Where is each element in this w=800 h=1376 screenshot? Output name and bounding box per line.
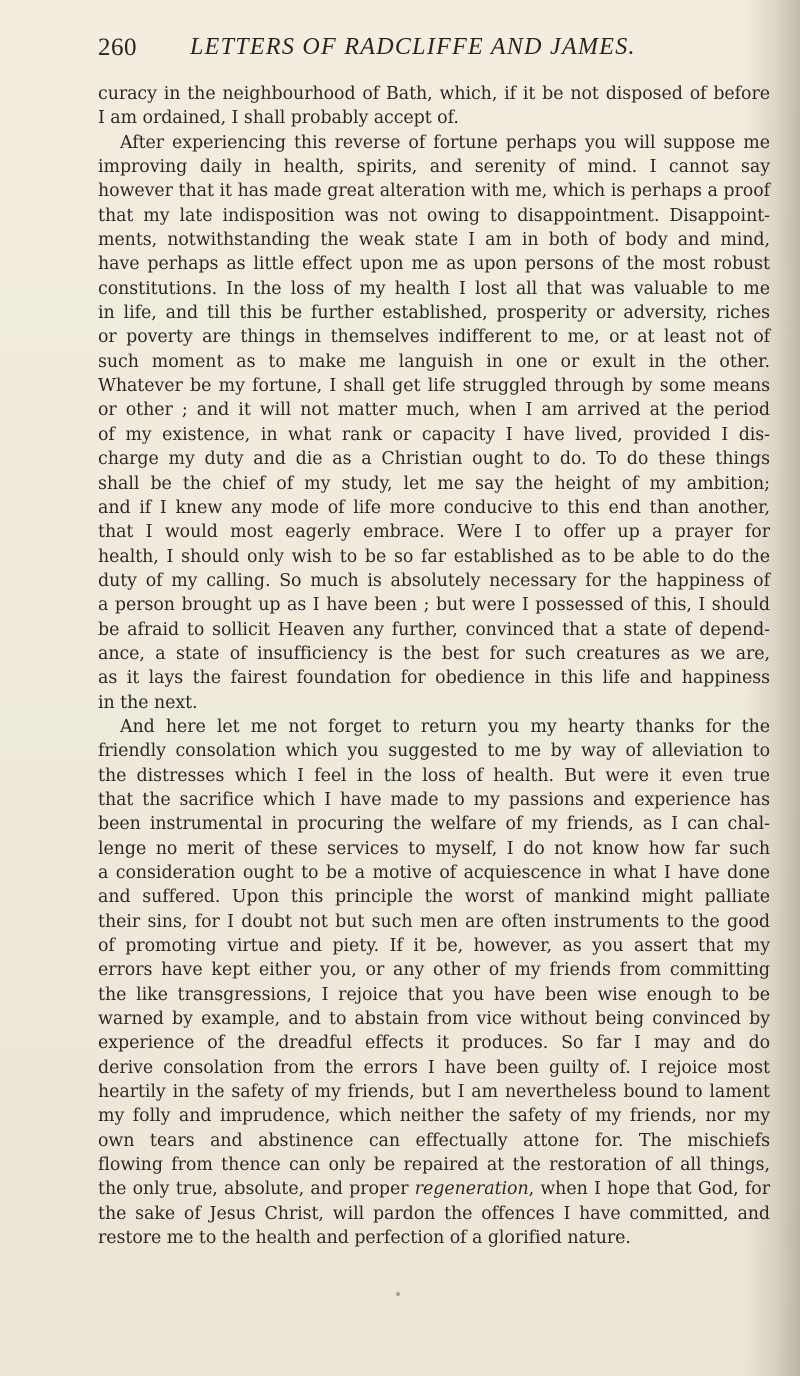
paper-speck <box>396 1292 400 1296</box>
page-number: 260 <box>98 34 137 61</box>
text-line: duty of my calling. So much is absolutely necessary for the happiness of <box>98 570 770 591</box>
text-line: the distresses which I feel in the loss of health. But were it even true <box>98 765 770 786</box>
running-head: LETTERS OF RADCLIFFE AND JAMES. <box>190 34 636 60</box>
text-line: a consideration ought to be a motive of acquiescence in what I have done <box>98 863 770 883</box>
text-line: ance, a state of insufficiency is the best for such creatures as we are, <box>98 643 770 664</box>
text-line: friendly consolation which you suggested to me by way of alleviation to <box>98 741 770 762</box>
page-header <box>98 34 738 68</box>
text-line: the like transgressions, I rejoice that you have been wise enough to be <box>98 984 770 1005</box>
text-line: such moment as to make me languish in one or exult in the other. <box>98 351 770 372</box>
text-line: have perhaps as little effect upon me as upon persons of the most robust <box>98 254 770 275</box>
text-line: a person brought up as I have been ; but were I possessed of this, I should <box>98 595 770 616</box>
text-line: or poverty are things in themselves indifferent to me, or at least not of <box>98 327 770 348</box>
text-segment: , when I hope that God, for <box>528 1179 770 1200</box>
text-line: their sins, for I doubt not but such men are often instruments to the good <box>98 911 770 932</box>
text-line: of promoting virtue and piety. If it be, however, as you assert that my <box>98 936 770 957</box>
text-line: in the next. <box>98 692 198 713</box>
text-line: shall be the chief of my study, let me say the height of my ambition; <box>98 473 770 494</box>
text-line: I am ordained, I shall probably accept of. <box>98 108 459 129</box>
text-line: that I would most eagerly embrace. Were I to offer up a prayer for <box>98 522 770 543</box>
text-line: Whatever be my fortune, I shall get life struggled through by some means <box>98 376 770 397</box>
letter-body <box>98 82 770 1251</box>
text-line: curacy in the neighbourhood of Bath, which, if it be not disposed of before <box>98 84 770 104</box>
text-line: derive consolation from the errors I have been guilty of. I rejoice most <box>98 1057 770 1078</box>
text-line: heartily in the safety of my friends, but I am nevertheless bound to lament <box>98 1082 770 1103</box>
text-line: however that it has made great alteration with me, which is perhaps a proof <box>98 181 770 202</box>
text-line: that my late indisposition was not owing to disappointment. Disappoint- <box>98 205 770 226</box>
text-line: improving daily in health, spirits, and serenity of mind. I cannot say <box>98 157 770 178</box>
text-line: of my existence, in what rank or capacity I have lived, provided I dis- <box>98 424 770 445</box>
text-line: lenge no merit of these services to myself, I do not know how far such <box>98 838 770 859</box>
text-line: as it lays the fairest foundation for obedience in this life and happiness <box>98 668 770 689</box>
text-line: in life, and till this be further established, prosperity or adversity, riches <box>98 303 770 324</box>
text-line: experience of the dreadful effects it produces. So far I may and do <box>98 1033 770 1054</box>
text-line: restore me to the health and perfection of a glorified nature. <box>98 1228 631 1249</box>
text-line: been instrumental in procuring the welfare of my friends, as I can chal- <box>98 814 770 835</box>
text-line: my folly and imprudence, which neither the safety of my friends, nor my <box>98 1106 770 1127</box>
text-line: ments, notwithstanding the weak state I am in both of body and mind, <box>98 230 770 251</box>
text-line: be afraid to sollicit Heaven any further, convinced that a state of depend- <box>98 619 770 640</box>
text-line: charge my duty and die as a Christian ought to do. To do these things <box>98 449 770 470</box>
text-line: own tears and abstinence can effectually attone for. The mischiefs <box>98 1130 770 1151</box>
text-line: errors have kept either you, or any other of my friends from committing <box>98 960 770 981</box>
text-line: or other ; and it will not matter much, when I am arrived at the period <box>98 400 770 421</box>
text-line: and suffered. Upon this principle the worst of mankind might palliate <box>98 887 770 908</box>
text-line: the sake of Jesus Christ, will pardon the offences I have committed, and <box>98 1203 770 1224</box>
text-line: constitutions. In the loss of my health I lost all that was valuable to me <box>98 278 770 299</box>
text-line <box>98 1177 770 1201</box>
text-line: After experiencing this reverse of fortune perhaps you will suppose me <box>120 132 770 153</box>
text-line: And here let me not forget to return you my hearty thanks for the <box>120 716 770 737</box>
text-line: warned by example, and to abstain from vice without being convinced by <box>98 1009 770 1030</box>
text-line: and if I knew any mode of life more conducive to this end than another, <box>98 497 770 518</box>
text-segment: the only true, absolute, and proper <box>98 1179 415 1200</box>
text-line: flowing from thence can only be repaired at the restoration of all things, <box>98 1155 770 1176</box>
text-line: health, I should only wish to be so far established as to be able to do the <box>98 546 770 567</box>
text-line: that the sacrifice which I have made to my passions and experience has <box>98 789 770 810</box>
italic-word: regeneration <box>414 1179 529 1200</box>
